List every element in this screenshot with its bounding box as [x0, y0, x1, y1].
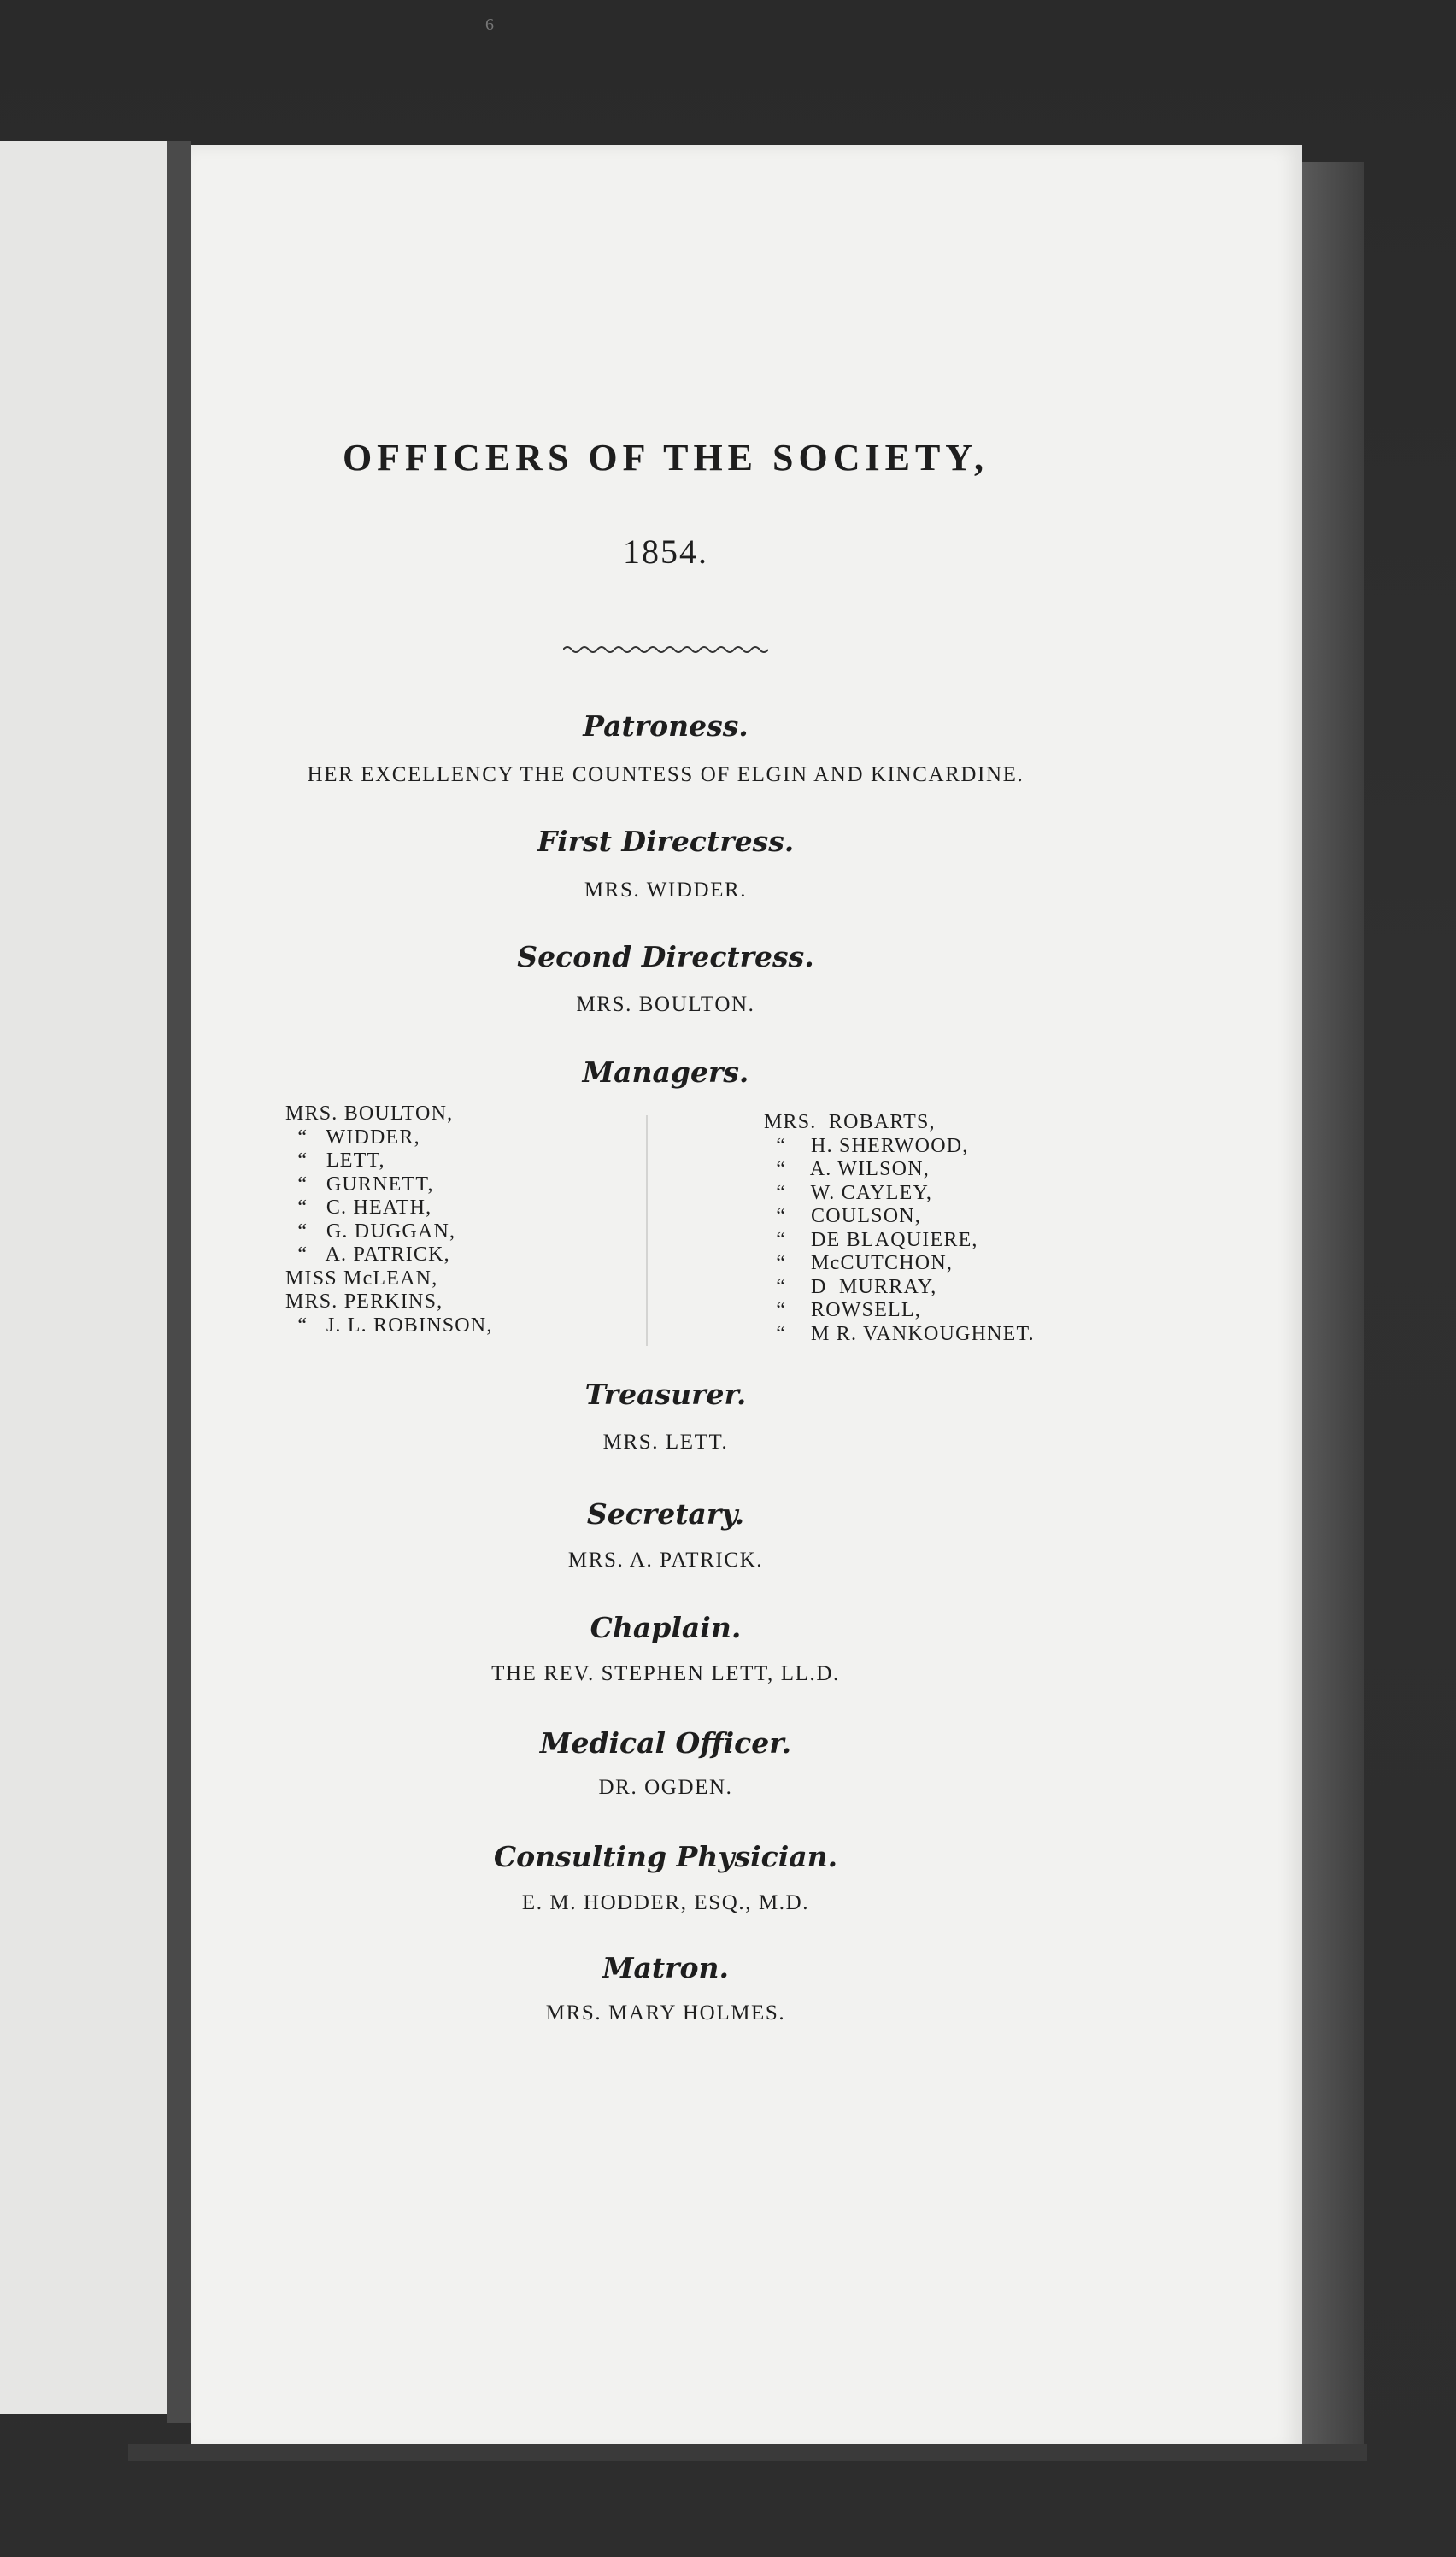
manager-entry: “ A. PATRICK,: [285, 1243, 450, 1266]
first-directress-heading: First Directress.: [537, 825, 795, 858]
manager-entry: “ WIDDER,: [285, 1126, 420, 1149]
second-directress-name: MRS. BOULTON.: [576, 993, 755, 1016]
chaplain-name: THE REV. STEPHEN LETT, LL.D.: [491, 1662, 840, 1685]
page-number: 6: [485, 15, 494, 34]
manager-entry: “ H. SHERWOOD,: [764, 1134, 969, 1157]
manager-entry: MRS. BOULTON,: [285, 1102, 454, 1125]
manager-entry: “ McCUTCHON,: [764, 1252, 954, 1274]
manager-entry: “ D MURRAY,: [764, 1275, 937, 1298]
document-year: 1854.: [623, 532, 708, 571]
medical-officer-name: DR. OGDEN.: [598, 1776, 733, 1799]
managers-left-column: [285, 1102, 493, 1337]
second-directress-heading: Second Directress.: [517, 940, 814, 973]
manager-entry: “ W. CAYLEY,: [764, 1181, 933, 1204]
secretary-name: MRS. A. PATRICK.: [567, 1549, 764, 1572]
column-divider: [646, 1115, 648, 1346]
manager-entry: “ ROWSELL,: [764, 1299, 921, 1321]
ornamental-rule: [191, 643, 1140, 656]
manager-entry: “ A. WILSON,: [764, 1158, 930, 1180]
secretary-heading: Secretary.: [586, 1497, 745, 1531]
manager-entry: “ C. HEATH,: [285, 1196, 432, 1219]
manager-entry: MRS. ROBARTS,: [764, 1111, 936, 1133]
manager-entry: MRS. PERKINS,: [285, 1290, 443, 1313]
consulting-physician-name: E. M. HODDER, ESQ., M.D.: [521, 1891, 810, 1914]
manager-entry: MISS McLEAN,: [285, 1267, 438, 1290]
treasurer-name: MRS. LETT.: [602, 1431, 729, 1454]
manager-entry: “ J. L. ROBINSON,: [285, 1314, 493, 1337]
manager-entry: “ COULSON,: [764, 1205, 921, 1227]
treasurer-heading: Treasurer.: [584, 1378, 747, 1411]
page-edge: [1302, 162, 1364, 2453]
chaplain-heading: Chaplain.: [590, 1611, 742, 1644]
patroness-name: HER EXCELLENCY THE COUNTESS OF ELGIN AND KINCARDINE.: [307, 763, 1024, 786]
manager-entry: “ G. DUGGAN,: [285, 1220, 456, 1243]
consulting-physician-heading: Consulting Physician.: [493, 1840, 838, 1873]
patroness-heading: Patroness.: [583, 709, 749, 743]
managers-heading: Managers.: [582, 1055, 749, 1089]
first-directress-name: MRS. WIDDER.: [584, 879, 748, 902]
manager-entry: “ DE BLAQUIERE,: [764, 1228, 978, 1251]
document-title: OFFICERS OF THE SOCIETY,: [342, 437, 989, 479]
manager-entry: “ M R. VANKOUGHNET.: [764, 1322, 1035, 1345]
manager-entry: “ LETT,: [285, 1149, 385, 1172]
managers-right-column: [764, 1111, 1035, 1346]
matron-name: MRS. MARY HOLMES.: [545, 2002, 786, 2025]
manager-entry: “ GURNETT,: [285, 1173, 434, 1196]
page-bottom-shadow: [128, 2444, 1367, 2461]
facing-page: [0, 141, 167, 2414]
medical-officer-heading: Medical Officer.: [539, 1726, 792, 1760]
page-gutter: [167, 141, 191, 2423]
matron-heading: Matron.: [602, 1951, 730, 1984]
